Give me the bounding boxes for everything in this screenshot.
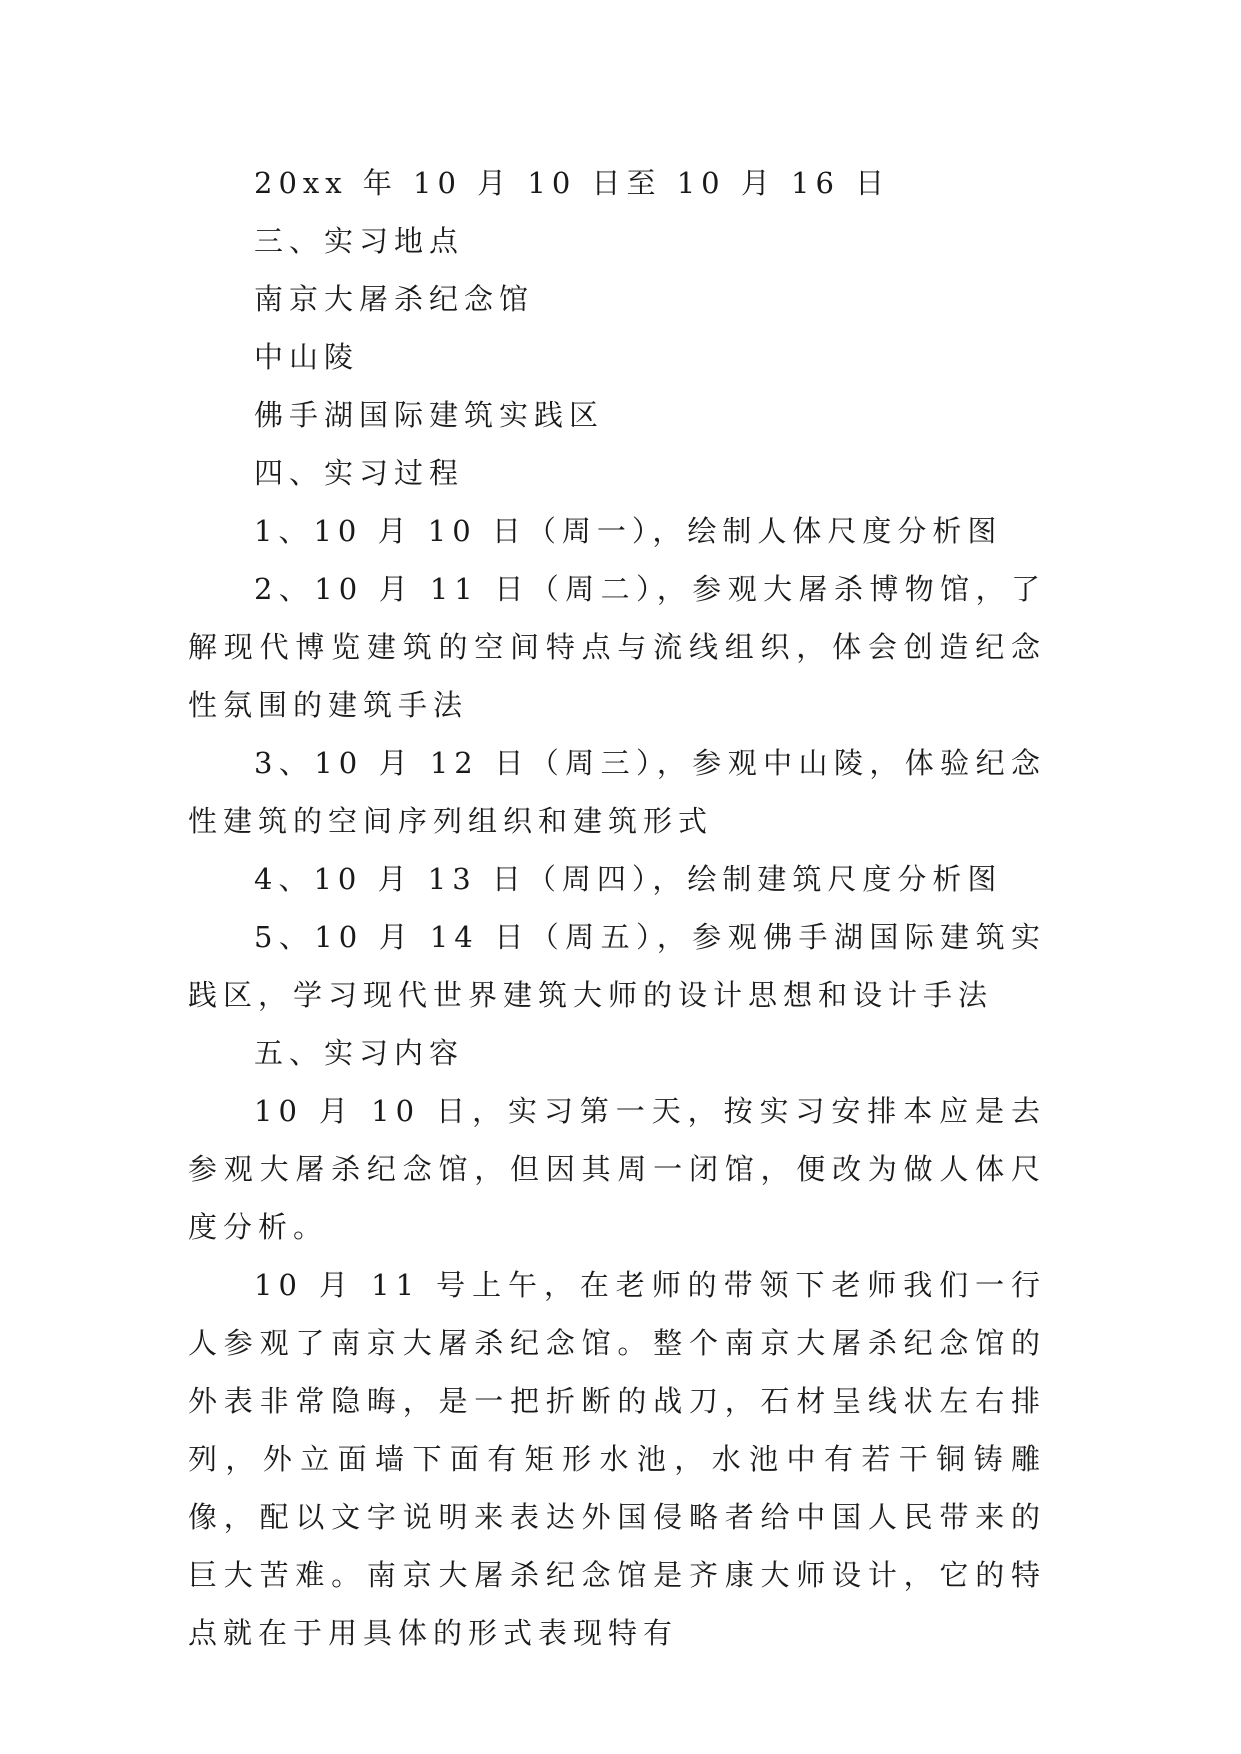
section-heading-location: 三、实习地点 [254,224,465,258]
process-item-4: 4、10 月 13 日（周四），绘制建筑尺度分析图 [254,862,1003,896]
process-item-1: 1、10 月 10 日（周一），绘制人体尺度分析图 [254,514,1003,548]
section-heading-process: 四、实习过程 [254,456,465,490]
date-range-line: 20xx 年 10 月 10 日至 10 月 16 日 [254,166,891,200]
location-item-mausoleum: 中山陵 [254,340,360,374]
section-heading-content: 五、实习内容 [254,1036,465,1070]
process-item-5: 5、10 月 14 日（周五），参观佛手湖国际建筑实践区，学习现代世界建筑大师的设计思想和设计手法 [188,920,1046,1012]
process-item-3: 3、10 月 12 日（周三），参观中山陵，体验纪念性建筑的空间序列组织和建筑形式 [188,746,1046,838]
location-item-memorial: 南京大屠杀纪念馆 [254,282,535,316]
content-paragraph-2: 10 月 11 号上午，在老师的带领下老师我们一行人参观了南京大屠杀纪念馆。整个南京大屠杀纪念馆的外表非常隐晦，是一把折断的战刀，石材呈线状左右排列，外立面墙下面有矩形水池，水池中有若干铜铸雕像，配以文字说明来表达外国侵略者给中国人民带来的巨大苦难。南京大屠杀纪念馆是齐康大师设计，它的特点就在于用具体的形式表现特有 [188,1268,1046,1650]
process-item-2: 2、10 月 11 日（周二），参观大屠杀博物馆，了解现代博览建筑的空间特点与流线组织，体会创造纪念性氛围的建筑手法 [188,572,1046,722]
document-body [188,154,1046,1662]
content-paragraph-1: 10 月 10 日，实习第一天，按实习安排本应是去参观大屠杀纪念馆，但因其周一闭馆，便改为做人体尺度分析。 [188,1094,1046,1244]
location-item-practice-zone: 佛手湖国际建筑实践区 [254,398,605,432]
